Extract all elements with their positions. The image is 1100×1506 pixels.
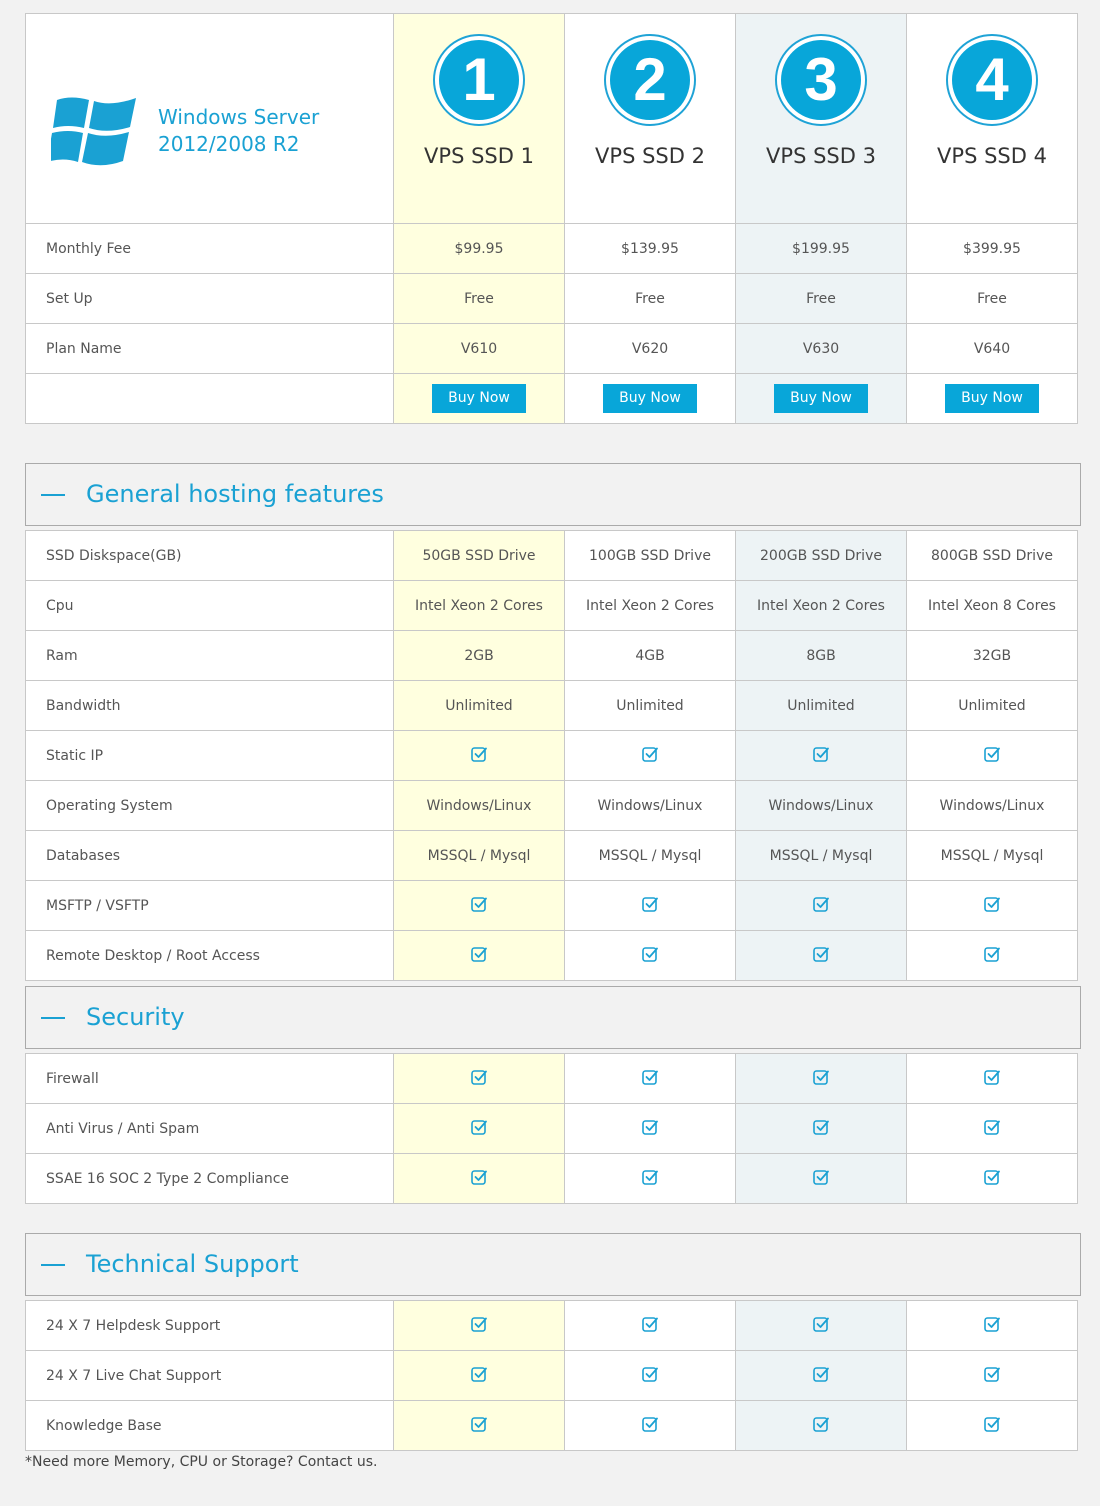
- setup-cell: Free: [565, 274, 736, 324]
- feature-label: SSAE 16 SOC 2 Type 2 Compliance: [26, 1154, 394, 1204]
- feature-row: [26, 581, 1078, 631]
- plan-header-row: [26, 14, 1078, 224]
- checkbox-checked-icon: [812, 1068, 830, 1090]
- footnote: *Need more Memory, CPU or Storage? Contact us.: [25, 1454, 378, 1470]
- feature-value-cell: Intel Xeon 2 Cores: [565, 581, 736, 631]
- setup-cell: Free: [907, 274, 1078, 324]
- buy-now-button-plan-3[interactable]: Buy Now: [774, 384, 868, 413]
- price-cell: $139.95: [565, 224, 736, 274]
- feature-label: Anti Virus / Anti Spam: [26, 1104, 394, 1154]
- feature-label: 24 X 7 Helpdesk Support: [26, 1301, 394, 1351]
- feature-check-cell: [565, 881, 736, 931]
- checkbox-checked-icon: [983, 895, 1001, 917]
- feature-value-cell: Windows/Linux: [736, 781, 907, 831]
- plan-3-header: [736, 14, 907, 224]
- feature-value-cell: MSSQL / Mysql: [565, 831, 736, 881]
- checkbox-checked-icon: [470, 1068, 488, 1090]
- feature-check-cell: [394, 1401, 565, 1451]
- plan-name-row: [26, 324, 1078, 374]
- checkbox-checked-icon: [641, 1118, 659, 1140]
- section-title: Security: [86, 1003, 185, 1031]
- plan-number-badge: 1: [433, 34, 525, 126]
- feature-label: Databases: [26, 831, 394, 881]
- feature-check-cell: [736, 881, 907, 931]
- plan-1-header: [394, 14, 565, 224]
- os-name-line1: Windows Server: [158, 105, 320, 129]
- checkbox-checked-icon: [470, 1365, 488, 1387]
- plan-number-badge: 4: [946, 34, 1038, 126]
- checkbox-checked-icon: [983, 1168, 1001, 1190]
- collapse-dash-icon[interactable]: [41, 1017, 65, 1019]
- plan-title: VPS SSD 3: [766, 144, 876, 168]
- feature-check-cell: [736, 931, 907, 981]
- plan-number-badge: 3: [775, 34, 867, 126]
- checkbox-checked-icon: [983, 1068, 1001, 1090]
- os-name-line2: 2012/2008 R2: [158, 132, 300, 156]
- setup-cell: Free: [736, 274, 907, 324]
- feature-label: Operating System: [26, 781, 394, 831]
- feature-check-cell: [565, 731, 736, 781]
- feature-check-cell: [394, 1104, 565, 1154]
- feature-value-cell: 32GB: [907, 631, 1078, 681]
- feature-label: Ram: [26, 631, 394, 681]
- checkbox-checked-icon: [470, 1315, 488, 1337]
- feature-check-cell: [907, 1351, 1078, 1401]
- checkbox-checked-icon: [983, 1118, 1001, 1140]
- feature-value-cell: Windows/Linux: [394, 781, 565, 831]
- feature-label: MSFTP / VSFTP: [26, 881, 394, 931]
- plan-code-cell: V640: [907, 324, 1078, 374]
- feature-check-cell: [736, 1301, 907, 1351]
- feature-check-cell: [907, 731, 1078, 781]
- section-title: General hosting features: [86, 480, 384, 508]
- feature-check-cell: [394, 1351, 565, 1401]
- checkbox-checked-icon: [812, 945, 830, 967]
- security-table: [25, 1053, 1078, 1204]
- buy-row: [26, 374, 1078, 424]
- section-header-security[interactable]: [25, 986, 1081, 1049]
- feature-check-cell: [565, 1401, 736, 1451]
- price-cell: $399.95: [907, 224, 1078, 274]
- feature-check-cell: [565, 931, 736, 981]
- feature-label: Remote Desktop / Root Access: [26, 931, 394, 981]
- checkbox-checked-icon: [470, 1118, 488, 1140]
- feature-label: Firewall: [26, 1054, 394, 1104]
- row-label: Monthly Fee: [26, 224, 394, 274]
- feature-check-cell: [565, 1154, 736, 1204]
- checkbox-checked-icon: [812, 1365, 830, 1387]
- feature-value-cell: Unlimited: [565, 681, 736, 731]
- checkbox-checked-icon: [983, 745, 1001, 767]
- feature-value-cell: Intel Xeon 2 Cores: [394, 581, 565, 631]
- checkbox-checked-icon: [641, 1365, 659, 1387]
- feature-value-cell: MSSQL / Mysql: [736, 831, 907, 881]
- setup-cell: Free: [394, 274, 565, 324]
- checkbox-checked-icon: [812, 895, 830, 917]
- feature-check-cell: [736, 1104, 907, 1154]
- feature-value-cell: Intel Xeon 8 Cores: [907, 581, 1078, 631]
- feature-value-cell: 100GB SSD Drive: [565, 531, 736, 581]
- feature-check-cell: [907, 1401, 1078, 1451]
- feature-value-cell: Windows/Linux: [907, 781, 1078, 831]
- feature-check-cell: [736, 1054, 907, 1104]
- feature-check-cell: [565, 1301, 736, 1351]
- checkbox-checked-icon: [470, 895, 488, 917]
- checkbox-checked-icon: [641, 945, 659, 967]
- feature-value-cell: Intel Xeon 2 Cores: [736, 581, 907, 631]
- checkbox-checked-icon: [470, 1415, 488, 1437]
- plan-4-header: [907, 14, 1078, 224]
- plan-code-cell: V620: [565, 324, 736, 374]
- feature-row: [26, 731, 1078, 781]
- collapse-dash-icon[interactable]: [41, 1264, 65, 1266]
- price-cell: $99.95: [394, 224, 565, 274]
- feature-check-cell: [394, 931, 565, 981]
- feature-row: [26, 781, 1078, 831]
- feature-value-cell: Unlimited: [907, 681, 1078, 731]
- feature-check-cell: [565, 1104, 736, 1154]
- checkbox-checked-icon: [641, 1315, 659, 1337]
- checkbox-checked-icon: [812, 1415, 830, 1437]
- plan-code-cell: V630: [736, 324, 907, 374]
- feature-check-cell: [394, 1154, 565, 1204]
- section-header-support[interactable]: [25, 1233, 1081, 1296]
- feature-check-cell: [907, 1054, 1078, 1104]
- feature-check-cell: [736, 1154, 907, 1204]
- feature-check-cell: [394, 1054, 565, 1104]
- feature-value-cell: 50GB SSD Drive: [394, 531, 565, 581]
- checkbox-checked-icon: [470, 945, 488, 967]
- feature-value-cell: Unlimited: [736, 681, 907, 731]
- monthly-fee-row: [26, 224, 1078, 274]
- os-logo-cell: [26, 14, 394, 224]
- empty-cell: [26, 374, 394, 424]
- feature-row: [26, 831, 1078, 881]
- feature-label: Knowledge Base: [26, 1401, 394, 1451]
- row-label: Plan Name: [26, 324, 394, 374]
- feature-check-cell: [907, 881, 1078, 931]
- feature-row: [26, 1351, 1078, 1401]
- feature-check-cell: [736, 1401, 907, 1451]
- feature-check-cell: [736, 1351, 907, 1401]
- feature-row: [26, 881, 1078, 931]
- feature-label: 24 X 7 Live Chat Support: [26, 1351, 394, 1401]
- checkbox-checked-icon: [470, 745, 488, 767]
- os-name: [158, 104, 319, 158]
- section-header-general[interactable]: [25, 463, 1081, 526]
- feature-row: [26, 1054, 1078, 1104]
- feature-check-cell: [565, 1054, 736, 1104]
- feature-value-cell: MSSQL / Mysql: [394, 831, 565, 881]
- buy-now-button-plan-2[interactable]: Buy Now: [603, 384, 697, 413]
- price-cell: $199.95: [736, 224, 907, 274]
- feature-row: [26, 1301, 1078, 1351]
- checkbox-checked-icon: [812, 745, 830, 767]
- feature-value-cell: Windows/Linux: [565, 781, 736, 831]
- feature-value-cell: 8GB: [736, 631, 907, 681]
- feature-row: [26, 681, 1078, 731]
- pricing-header-table: [25, 13, 1078, 424]
- feature-row: [26, 531, 1078, 581]
- feature-check-cell: [565, 1351, 736, 1401]
- checkbox-checked-icon: [983, 1415, 1001, 1437]
- checkbox-checked-icon: [641, 1415, 659, 1437]
- checkbox-checked-icon: [641, 1068, 659, 1090]
- checkbox-checked-icon: [470, 1168, 488, 1190]
- feature-check-cell: [907, 1154, 1078, 1204]
- plan-2-header: [565, 14, 736, 224]
- collapse-dash-icon[interactable]: [41, 494, 65, 496]
- feature-label: SSD Diskspace(GB): [26, 531, 394, 581]
- feature-row: [26, 631, 1078, 681]
- checkbox-checked-icon: [641, 1168, 659, 1190]
- checkbox-checked-icon: [812, 1315, 830, 1337]
- checkbox-checked-icon: [812, 1168, 830, 1190]
- feature-row: [26, 1104, 1078, 1154]
- plan-title: VPS SSD 2: [595, 144, 705, 168]
- checkbox-checked-icon: [983, 945, 1001, 967]
- checkbox-checked-icon: [983, 1365, 1001, 1387]
- feature-row: [26, 931, 1078, 981]
- section-title: Technical Support: [86, 1250, 299, 1278]
- row-label: Set Up: [26, 274, 394, 324]
- feature-value-cell: 200GB SSD Drive: [736, 531, 907, 581]
- feature-check-cell: [907, 931, 1078, 981]
- feature-check-cell: [394, 1301, 565, 1351]
- checkbox-checked-icon: [983, 1315, 1001, 1337]
- plan-title: VPS SSD 4: [937, 144, 1047, 168]
- features-table: [25, 530, 1078, 981]
- checkbox-checked-icon: [641, 895, 659, 917]
- windows-logo-icon: [51, 94, 137, 170]
- feature-check-cell: [394, 881, 565, 931]
- feature-row: [26, 1154, 1078, 1204]
- feature-check-cell: [394, 731, 565, 781]
- feature-value-cell: 800GB SSD Drive: [907, 531, 1078, 581]
- plan-code-cell: V610: [394, 324, 565, 374]
- feature-check-cell: [736, 731, 907, 781]
- feature-check-cell: [907, 1104, 1078, 1154]
- checkbox-checked-icon: [641, 745, 659, 767]
- feature-label: Cpu: [26, 581, 394, 631]
- plan-number-badge: 2: [604, 34, 696, 126]
- plan-title: VPS SSD 1: [424, 144, 534, 168]
- feature-value-cell: MSSQL / Mysql: [907, 831, 1078, 881]
- buy-now-button-plan-4[interactable]: Buy Now: [945, 384, 1039, 413]
- feature-value-cell: Unlimited: [394, 681, 565, 731]
- support-table: [25, 1300, 1078, 1451]
- feature-check-cell: [907, 1301, 1078, 1351]
- checkbox-checked-icon: [812, 1118, 830, 1140]
- feature-label: Static IP: [26, 731, 394, 781]
- feature-value-cell: 2GB: [394, 631, 565, 681]
- feature-row: [26, 1401, 1078, 1451]
- buy-now-button-plan-1[interactable]: Buy Now: [432, 384, 526, 413]
- setup-row: [26, 274, 1078, 324]
- feature-value-cell: 4GB: [565, 631, 736, 681]
- feature-label: Bandwidth: [26, 681, 394, 731]
